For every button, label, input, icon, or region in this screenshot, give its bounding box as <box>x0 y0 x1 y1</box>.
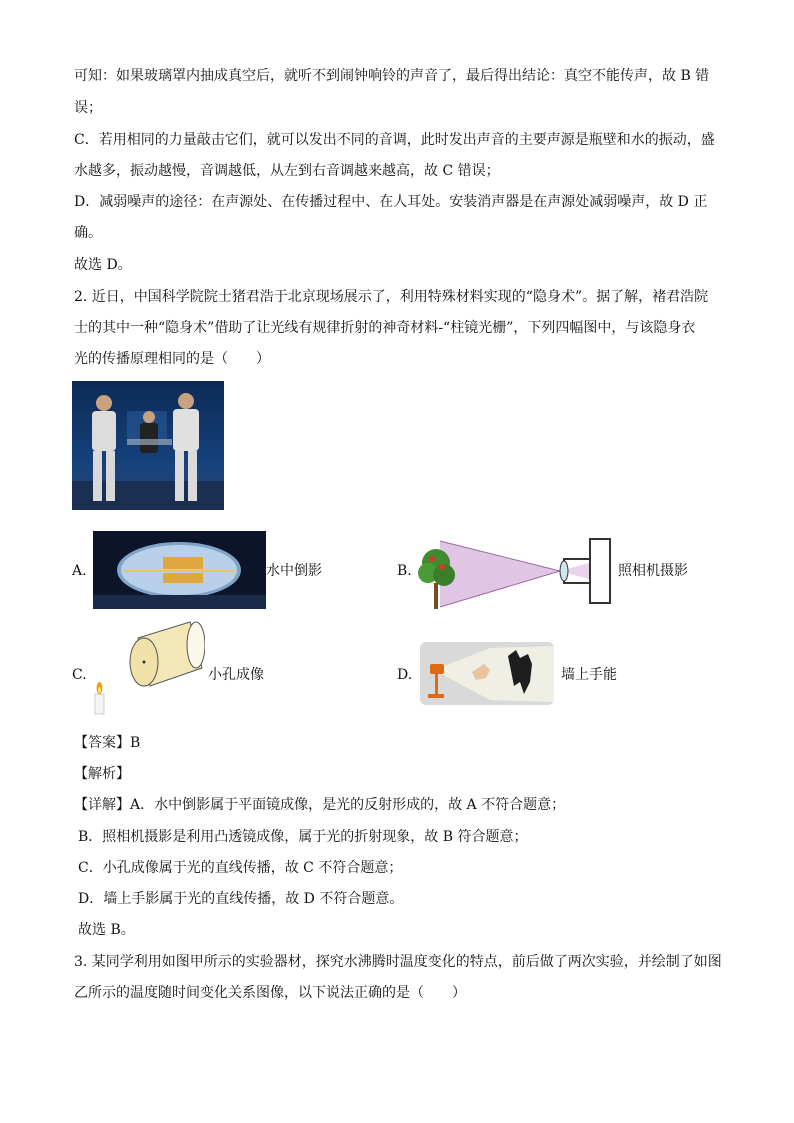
option-b-label: 照相机摄影 <box>618 563 688 579</box>
option-b-image <box>418 537 614 612</box>
stage-demo-photo <box>72 381 224 510</box>
option-b-letter: B. <box>397 563 412 579</box>
analysis-detail: D．墙上手影属于光的直线传播，故 D 不符合题意。 <box>78 891 404 907</box>
option-d-image <box>420 642 554 705</box>
question-2-text: 士的其中一种“隐身术”借助了让光线有规律折射的神奇材料-“柱镜光栅”，下列四幅图中，与该隐身衣 <box>74 320 696 336</box>
analysis-detail: B．照相机摄影是利用凸透镜成像，属于光的折射现象，故 B 符合题意； <box>78 829 528 845</box>
text-line: 水越多，振动越慢，音调越低，从左到右音调越来越高，故 C 错误； <box>74 163 500 179</box>
question-2-text: 2. 近日，中国科学院院士猪君浩于北京现场展示了，利用特殊材料实现的“隐身术”。据了解，褚君浩院 <box>74 289 709 305</box>
text-line: 误； <box>74 100 102 116</box>
text-line: C．若用相同的力量敲击它们，就可以发出不同的音调，此时发出声音的主要声源是瓶壁和水的振动，盛 <box>74 132 715 148</box>
option-d-label: 墙上手能 <box>561 667 617 683</box>
option-d-letter: D. <box>397 667 413 683</box>
analysis-detail: 【详解】A．水中倒影属于平面镜成像，是光的反射形成的，故 A 不符合题意； <box>74 797 566 813</box>
analysis-detail: C．小孔成像属于光的直线传播，故 C 不符合题意； <box>78 860 403 876</box>
option-a-label: 水中倒影 <box>266 563 322 579</box>
option-c-letter: C. <box>72 667 87 683</box>
text-line: 故选 D。 <box>74 257 132 273</box>
text-line: D．减弱噪声的途径：在声源处、在传播过程中、在人耳处。安装消声器是在声源处减弱噪声，故 D 正 <box>74 194 708 210</box>
analysis-detail: 故选 B。 <box>78 922 135 938</box>
question-3-text: 3. 某同学利用如图甲所示的实验器材，探究水沸腾时温度变化的特点，前后做了两次实验，并绘制了如图 <box>74 954 722 970</box>
option-c-image <box>90 620 205 715</box>
option-a-letter: A. <box>72 563 87 579</box>
question-3-text: 乙所示的温度随时间变化关系图像，以下说法正确的是（ ） <box>74 985 466 1001</box>
question-2-text: 光的传播原理相同的是（ ） <box>74 351 270 367</box>
option-c-label: 小孔成像 <box>208 667 264 683</box>
text-line: 确。 <box>74 225 102 241</box>
option-a-image <box>93 531 266 609</box>
text-line: 可知：如果玻璃罩内抽成真空后，就听不到闹钟响铃的声音了，最后得出结论：真空不能传声，故 B 错 <box>74 68 710 84</box>
analysis-title: 【解析】 <box>74 766 130 782</box>
answer-label: 【答案】B <box>74 735 141 751</box>
